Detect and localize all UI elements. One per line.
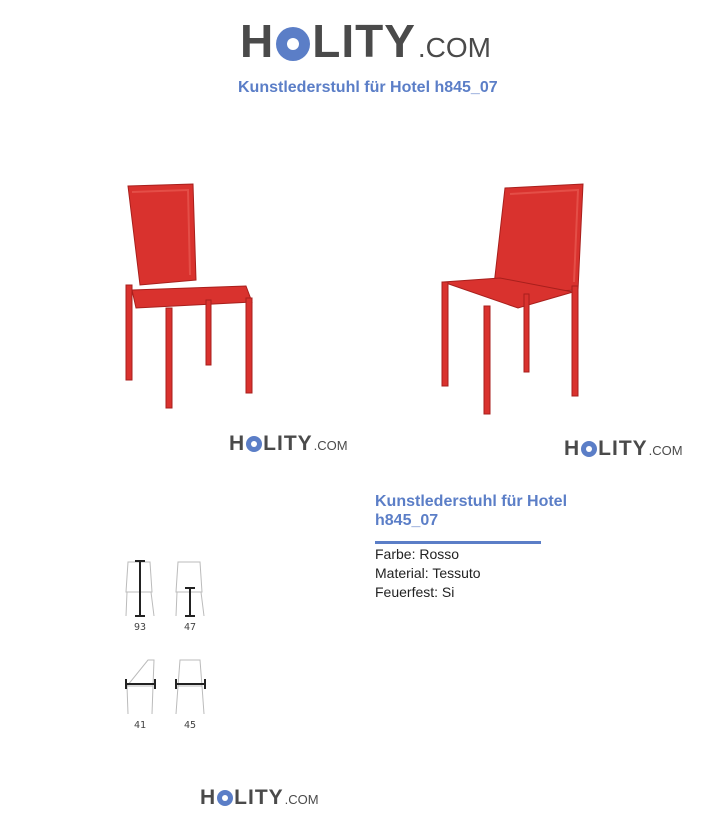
dimension-diagram-width (172, 656, 208, 718)
dimension-label: 47 (183, 622, 197, 633)
attribute-label: Farbe (375, 546, 412, 562)
title-divider (375, 541, 541, 544)
page-title: Kunstlederstuhl für Hotel h845_07 (238, 79, 498, 96)
dimension-label: 93 (133, 622, 147, 633)
brand-logo-small (564, 437, 683, 461)
attribute-row: Material: Tessuto (375, 565, 481, 581)
attribute-row: Feuerfest: Si (375, 584, 455, 600)
brand-logo-small (200, 786, 319, 810)
brand-logo[interactable] (240, 14, 491, 68)
logo-letters-lity: LITY (263, 432, 313, 455)
logo-domain: .COM (284, 792, 319, 807)
attribute-value: Tessuto (432, 565, 481, 581)
logo-o-icon (217, 790, 233, 806)
dimension-diagram-depth (122, 656, 158, 718)
logo-domain: .COM (648, 443, 683, 458)
product-title: Kunstlederstuhl für Hotel h845_07 (375, 493, 568, 529)
logo-domain: .COM (313, 438, 348, 453)
logo-letters-lity: LITY (234, 786, 284, 809)
chair-back-image (438, 182, 588, 420)
dimension-diagram-height (122, 558, 158, 620)
logo-letters-lity: LITY (312, 15, 416, 67)
logo-domain: .COM (417, 32, 492, 63)
logo-letters-h: H (240, 15, 275, 67)
dimension-diagram-seat-height (172, 558, 208, 620)
logo-letters-h: H (564, 437, 581, 460)
attribute-label: Material (375, 565, 425, 581)
chair-front-image (118, 180, 263, 415)
logo-o-icon (276, 27, 310, 61)
logo-letters-h: H (200, 786, 217, 809)
logo-letters-h: H (229, 432, 246, 455)
brand-logo-small (229, 432, 348, 456)
attribute-row: Farbe: Rosso (375, 546, 460, 562)
dimension-label: 45 (183, 720, 197, 731)
logo-o-icon (581, 441, 597, 457)
attribute-value: Si (441, 584, 455, 600)
logo-o-icon (246, 436, 262, 452)
attribute-label: Feuerfest (375, 584, 435, 600)
attribute-value: Rosso (419, 546, 460, 562)
logo-letters-lity: LITY (598, 437, 648, 460)
product-attributes (375, 545, 481, 602)
dimension-label: 41 (133, 720, 147, 731)
